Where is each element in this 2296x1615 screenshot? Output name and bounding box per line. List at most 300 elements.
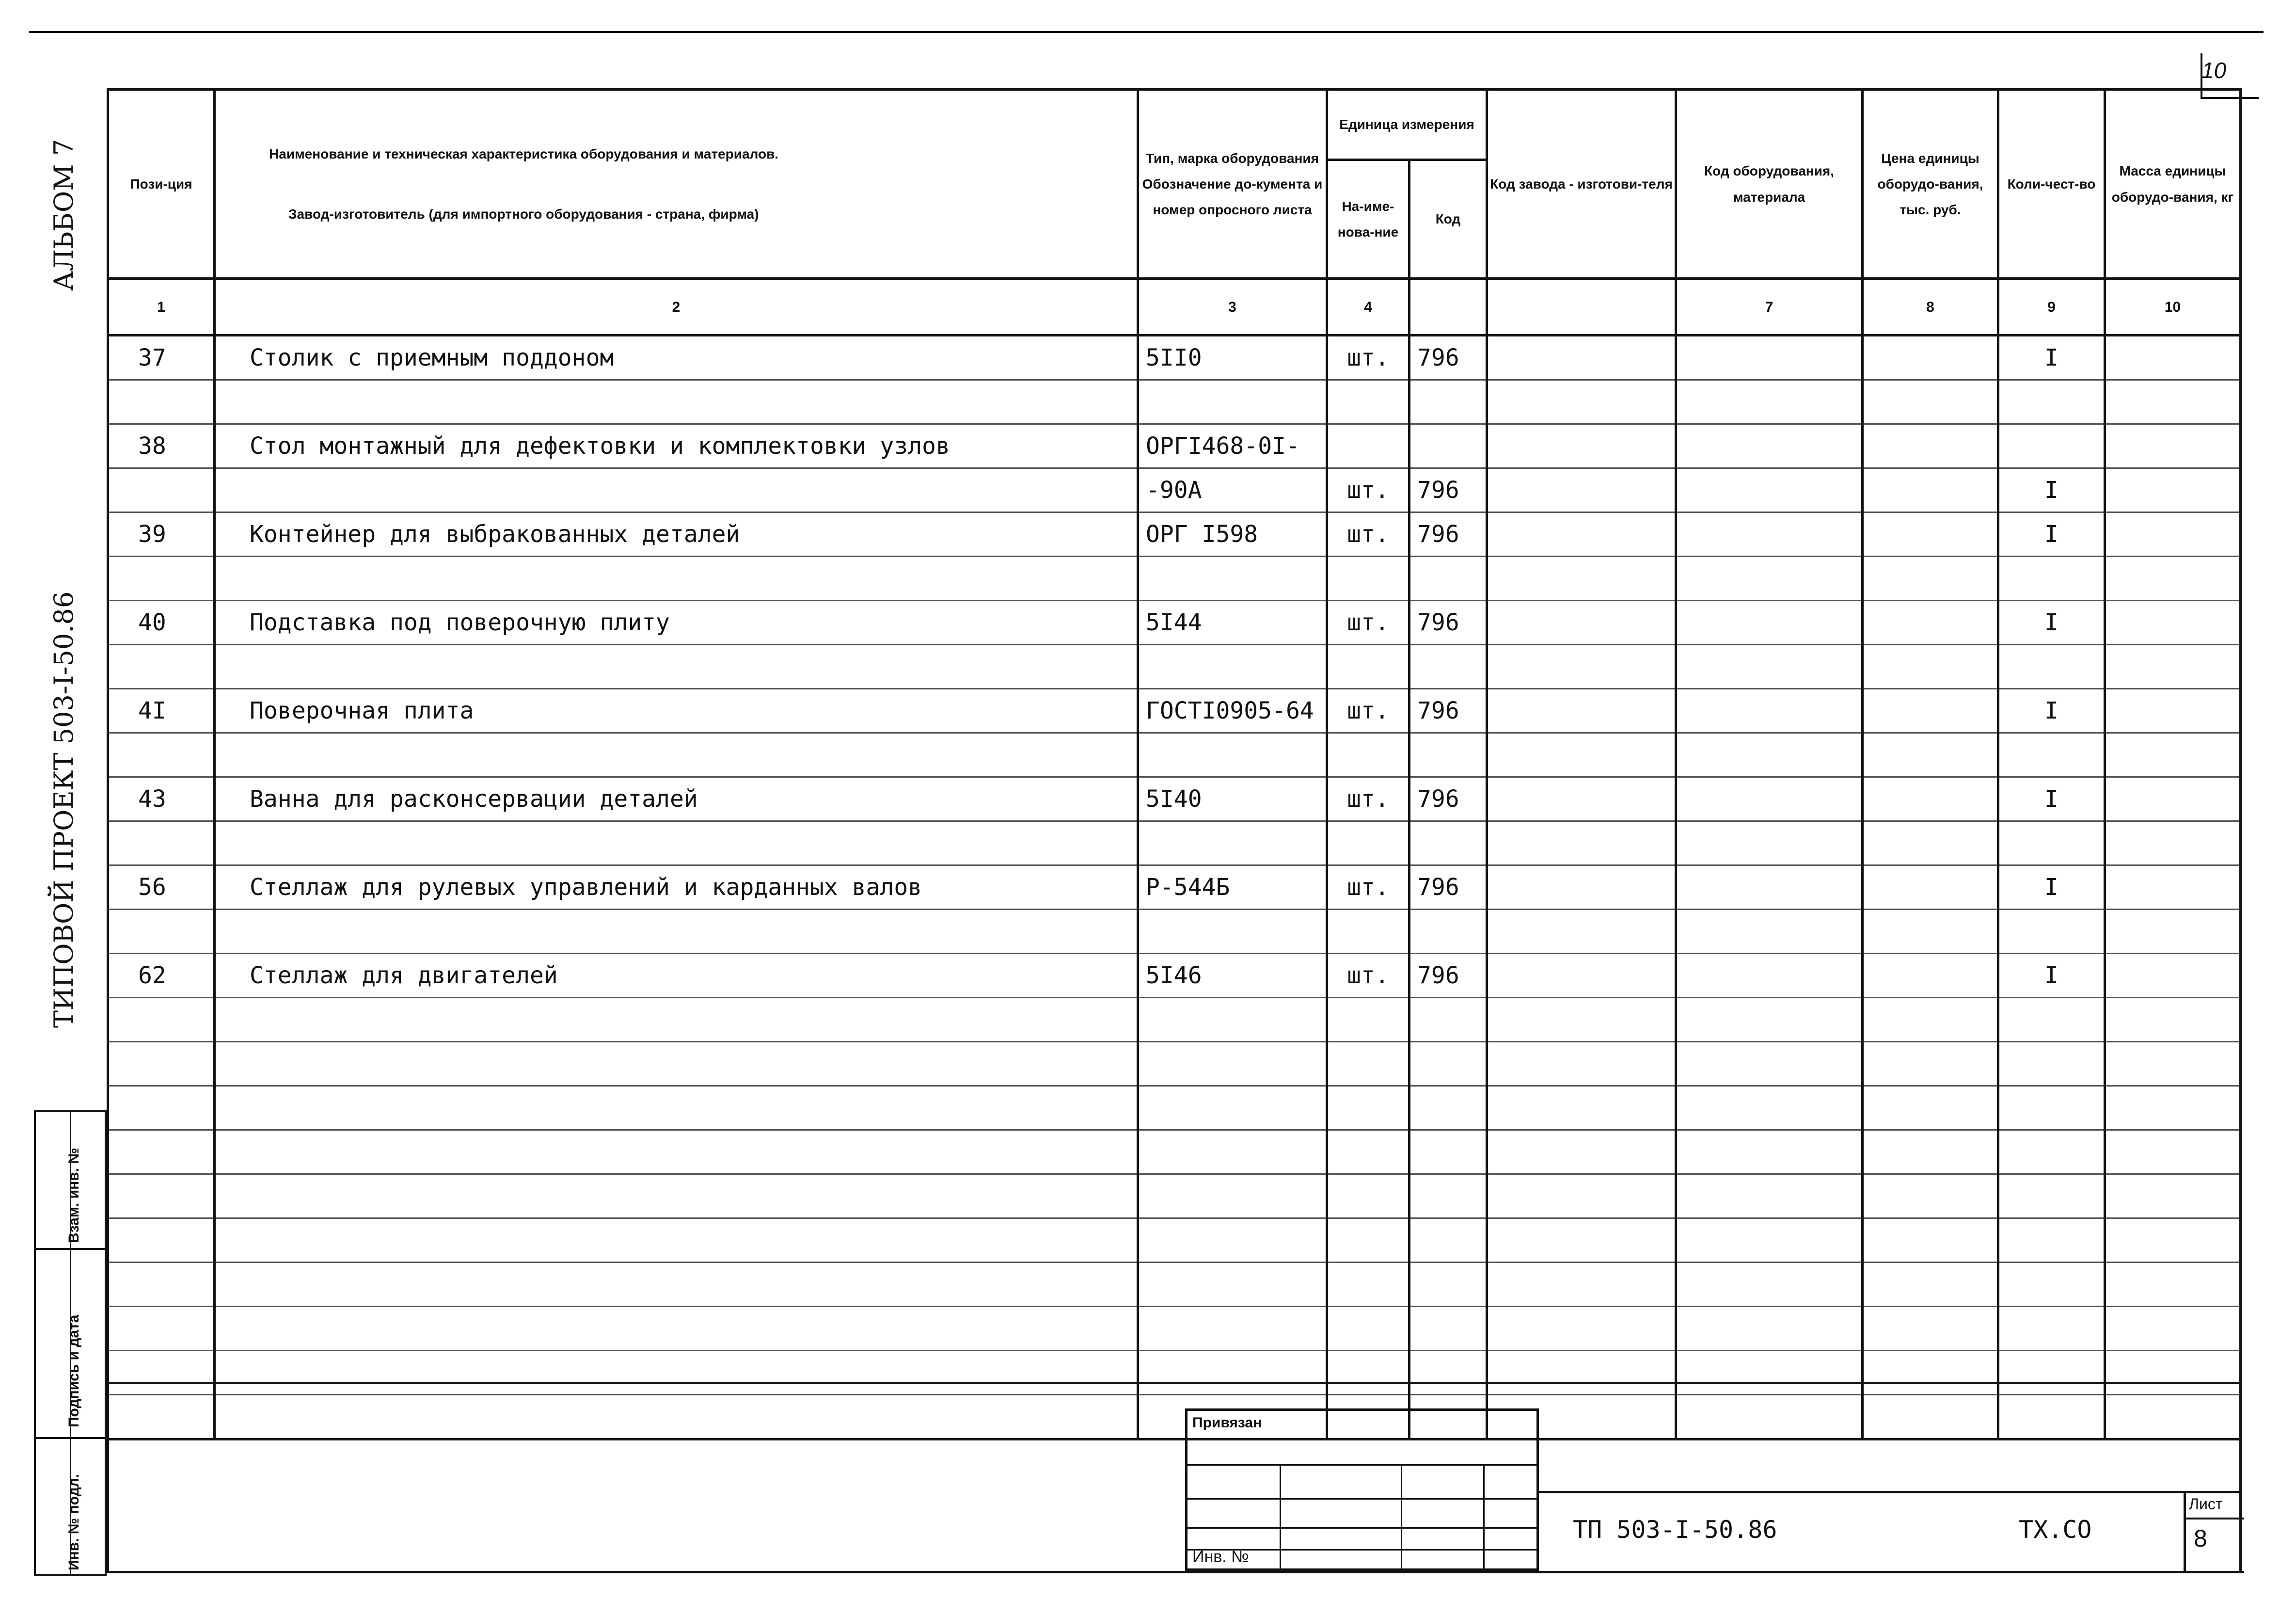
cell-unit-code [1409,1263,1487,1307]
cell-position [108,468,215,512]
cell-equipment-code [1676,865,1863,910]
cell-mass [2105,1307,2241,1351]
cell-price [1863,865,1998,910]
cell-equipment-code [1676,336,1863,380]
cell-equipment-code [1676,1042,1863,1086]
cell-unit-code [1409,821,1487,865]
cell-factory-code [1487,954,1676,998]
cell-name [215,821,1138,865]
cell-factory-code [1487,424,1676,468]
cell-position [108,1307,215,1351]
cell-unit-code [1409,424,1487,468]
cell-price [1863,998,1998,1042]
cell-position [108,998,215,1042]
stamp-podpis-data: Подпись и дата [66,1314,82,1427]
column-number-row [108,279,2241,336]
cell-quantity [1998,424,2105,468]
table-row [108,1174,2241,1218]
cell-unit [1327,557,1409,601]
cell-unit: шт. [1327,954,1409,998]
binding-block [1185,1408,1539,1571]
header-quantity: Коли-чест-во [1998,90,2105,279]
cell-mass [2105,821,2241,865]
cell-price [1863,557,1998,601]
cell-equipment-code [1676,998,1863,1042]
cell-mass [2105,601,2241,645]
cell-unit: шт. [1327,512,1409,557]
cell-unit [1327,1042,1409,1086]
header-name-line1: Наименование и техническая характеристика оборудования и материалов. [269,146,779,162]
inventory-no-label: Инв. № [1192,1548,1249,1566]
cell-quantity [1998,998,2105,1042]
colnum: 7 [1676,279,1863,336]
cell-price [1863,733,1998,777]
cell-price [1863,645,1998,689]
cell-unit [1327,424,1409,468]
cell-position [108,1042,215,1086]
cell-unit [1327,821,1409,865]
project-code: ТП 503-I-50.86 [1573,1516,1777,1544]
approval-stamp [34,1110,107,1576]
cell-name [215,1218,1138,1263]
cell-quantity [1998,380,2105,424]
colnum: 4 [1327,279,1409,336]
table-row [108,468,2241,512]
cell-quantity: I [1998,512,2105,557]
cell-position [108,1174,215,1218]
cell-factory-code [1487,1351,1676,1395]
table-row [108,689,2241,733]
cell-equipment-code [1676,468,1863,512]
cell-quantity [1998,1042,2105,1086]
cell-mass [2105,1042,2241,1086]
cell-factory-code [1487,689,1676,733]
sheet-box [2184,1493,2244,1573]
cell-name: Стеллаж для рулевых управлений и карданных валов [215,865,1138,910]
cell-quantity: I [1998,601,2105,645]
cell-quantity [1998,1086,2105,1130]
cell-quantity: I [1998,336,2105,380]
cell-position [108,1218,215,1263]
cell-price [1863,1174,1998,1218]
cell-name [215,557,1138,601]
cell-equipment-code [1676,821,1863,865]
cell-equipment-code [1676,601,1863,645]
cell-equipment-code [1676,689,1863,733]
cell-mass [2105,865,2241,910]
cell-type [1138,1042,1327,1086]
colnum: 9 [1998,279,2105,336]
cell-quantity [1998,1395,2105,1439]
cell-mass [2105,1395,2241,1439]
cell-mass [2105,1130,2241,1174]
cell-type: Р-544Б [1138,865,1327,910]
sheet-divider [2186,1518,2244,1519]
cell-position [108,821,215,865]
cell-factory-code [1487,468,1676,512]
table-row [108,1130,2241,1174]
cell-name [215,998,1138,1042]
cell-type [1138,910,1327,954]
cell-quantity: I [1998,865,2105,910]
cell-unit [1327,1218,1409,1263]
cell-name [215,645,1138,689]
cell-type: ОРГ I598 [1138,512,1327,557]
cell-type: -90А [1138,468,1327,512]
cell-mass [2105,689,2241,733]
table-row [108,512,2241,557]
project-label: ТИПОВОЙ ПРОЕКТ 503-I-50.86 [48,591,79,1028]
colnum [1409,279,1487,336]
cell-position [108,910,215,954]
cell-price [1863,468,1998,512]
colnum: 2 [215,279,1138,336]
cell-price [1863,512,1998,557]
colnum: 3 [1138,279,1327,336]
cell-price [1863,821,1998,865]
table-row [108,1307,2241,1351]
header-equipment-code: Код оборудования, материала [1676,90,1863,279]
cell-quantity [1998,1263,2105,1307]
cell-type: ОРГI468-0I- [1138,424,1327,468]
cell-type [1138,733,1327,777]
cell-mass [2105,1218,2241,1263]
header-unit-code: Код [1409,160,1487,279]
header-position: Пози-ция [108,90,215,279]
table-row [108,645,2241,689]
cell-unit-code [1409,1307,1487,1351]
cell-unit: шт. [1327,336,1409,380]
cell-equipment-code [1676,645,1863,689]
cell-name: Поверочная плита [215,689,1138,733]
document-code: ТХ.СО [2019,1516,2092,1544]
cell-position [108,557,215,601]
cell-equipment-code [1676,1351,1863,1395]
cell-price [1863,1086,1998,1130]
cell-type [1138,998,1327,1042]
cell-price [1863,1395,1998,1439]
cell-type: 5I40 [1138,777,1327,821]
cell-type: 5I46 [1138,954,1327,998]
table-row [108,557,2241,601]
cell-name [215,1307,1138,1351]
cell-mass [2105,777,2241,821]
cell-equipment-code [1676,733,1863,777]
cell-equipment-code [1676,954,1863,998]
cell-price [1863,1351,1998,1395]
cell-unit-code [1409,910,1487,954]
header-type: Тип, марка оборудования Обозначение до-кумента и номер опросного листа [1138,90,1327,279]
cell-type [1138,645,1327,689]
cell-unit-code: 796 [1409,777,1487,821]
header-factory-code: Код завода - изготови-теля [1487,90,1676,279]
cell-factory-code [1487,1218,1676,1263]
header-row [108,90,2241,160]
cell-type [1138,1086,1327,1130]
cell-unit: шт. [1327,601,1409,645]
cell-position: 62 [108,954,215,998]
cell-unit-code [1409,1174,1487,1218]
cell-equipment-code [1676,1218,1863,1263]
top-rule [29,31,2264,33]
cell-unit-code [1409,645,1487,689]
cell-position: 56 [108,865,215,910]
cell-price [1863,954,1998,998]
cell-mass [2105,380,2241,424]
binding-label: Привязан [1192,1415,1262,1431]
table-row [108,1086,2241,1130]
specification-table [107,88,2242,1440]
cell-unit-code [1409,1351,1487,1395]
cell-factory-code [1487,557,1676,601]
table-row [108,380,2241,424]
cell-unit-code [1409,1130,1487,1174]
page-number: 10 [2201,58,2227,83]
cell-type [1138,1174,1327,1218]
cell-mass [2105,512,2241,557]
title-block [1539,1491,2242,1571]
binding-vline [1401,1464,1402,1573]
table-row [108,336,2241,380]
cell-unit-code [1409,557,1487,601]
cell-name: Столик с приемным поддоном [215,336,1138,380]
cell-price [1863,424,1998,468]
cell-quantity [1998,1218,2105,1263]
header-unit-group: Единица измерения [1327,90,1487,160]
cell-factory-code [1487,998,1676,1042]
table-row [108,910,2241,954]
cell-name [215,1351,1138,1395]
colnum: 10 [2105,279,2241,336]
cell-price [1863,1263,1998,1307]
cell-position: 4I [108,689,215,733]
cell-position [108,1351,215,1395]
cell-name [215,468,1138,512]
cell-type [1138,1307,1327,1351]
cell-quantity: I [1998,777,2105,821]
cell-quantity [1998,1307,2105,1351]
frame-bottom [107,1571,2244,1573]
cell-price [1863,336,1998,380]
cell-factory-code [1487,512,1676,557]
cell-unit [1327,1174,1409,1218]
sheet-number: 8 [2194,1525,2207,1552]
album-label: АЛЬБОМ 7 [48,139,79,291]
cell-unit-code: 796 [1409,468,1487,512]
cell-name [215,380,1138,424]
table-row [108,424,2241,468]
cell-price [1863,910,1998,954]
cell-quantity [1998,557,2105,601]
cell-quantity [1998,1351,2105,1395]
cell-factory-code [1487,865,1676,910]
cell-type [1138,1351,1327,1395]
cell-mass [2105,1351,2241,1395]
cell-mass [2105,424,2241,468]
cell-unit-code [1409,380,1487,424]
stamp-divider [36,1437,105,1439]
cell-name [215,1042,1138,1086]
cell-equipment-code [1676,1130,1863,1174]
cell-equipment-code [1676,512,1863,557]
cell-equipment-code [1676,557,1863,601]
table-row [108,777,2241,821]
cell-type: 5II0 [1138,336,1327,380]
cell-mass [2105,954,2241,998]
cell-factory-code [1487,601,1676,645]
header-unit-name: На-име-нова-ние [1327,160,1409,279]
colnum: 8 [1863,279,1998,336]
cell-quantity [1998,733,2105,777]
cell-unit [1327,380,1409,424]
cell-equipment-code [1676,424,1863,468]
cell-unit-code: 796 [1409,689,1487,733]
cell-price [1863,1130,1998,1174]
cell-type [1138,821,1327,865]
cell-name: Стеллаж для двигателей [215,954,1138,998]
stamp-divider [36,1248,105,1250]
table-row [108,1263,2241,1307]
cell-unit [1327,1130,1409,1174]
cell-factory-code [1487,1263,1676,1307]
cell-quantity: I [1998,689,2105,733]
stamp-inv-podl: Инв. № подл. [66,1473,82,1570]
cell-factory-code [1487,380,1676,424]
cell-equipment-code [1676,1174,1863,1218]
cell-position [108,1086,215,1130]
cell-position: 40 [108,601,215,645]
table-row [108,601,2241,645]
cell-unit [1327,1263,1409,1307]
cell-mass [2105,1174,2241,1218]
cell-position [108,380,215,424]
table-row [108,1351,2241,1395]
cell-type [1138,557,1327,601]
cell-equipment-code [1676,1395,1863,1439]
cell-unit [1327,998,1409,1042]
cell-factory-code [1487,910,1676,954]
cell-position [108,733,215,777]
cell-mass [2105,557,2241,601]
cell-name [215,1130,1138,1174]
cell-unit [1327,1351,1409,1395]
table-row [108,1042,2241,1086]
table-row [108,954,2241,998]
cell-name [215,910,1138,954]
header-price: Цена единицы оборудо-вания, тыс. руб. [1863,90,1998,279]
cell-quantity [1998,1174,2105,1218]
table-row [108,998,2241,1042]
cell-quantity [1998,645,2105,689]
cell-mass [2105,998,2241,1042]
cell-equipment-code [1676,1086,1863,1130]
colnum: 1 [108,279,215,336]
cell-name: Ванна для расконсервации деталей [215,777,1138,821]
cell-name [215,733,1138,777]
cell-position [108,645,215,689]
cell-mass [2105,733,2241,777]
cell-quantity [1998,821,2105,865]
cell-price [1863,601,1998,645]
cell-unit-code: 796 [1409,954,1487,998]
cell-type [1138,380,1327,424]
cell-price [1863,777,1998,821]
cell-type: 5I44 [1138,601,1327,645]
cell-unit: шт. [1327,865,1409,910]
cell-type [1138,1218,1327,1263]
cell-type: ГОСТI0905-64 [1138,689,1327,733]
cell-mass [2105,645,2241,689]
cell-unit-code: 796 [1409,512,1487,557]
cell-position [108,1130,215,1174]
cell-equipment-code [1676,1263,1863,1307]
table-row [108,1395,2241,1439]
cell-position: 39 [108,512,215,557]
cell-factory-code [1487,777,1676,821]
cell-price [1863,1042,1998,1086]
table-row [108,865,2241,910]
cell-name [215,1395,1138,1439]
cell-factory-code [1487,821,1676,865]
cell-unit-code [1409,1042,1487,1086]
cell-unit [1327,1086,1409,1130]
cell-unit [1327,645,1409,689]
cell-unit [1327,910,1409,954]
cell-name [215,1174,1138,1218]
colnum [1487,279,1676,336]
cell-unit: шт. [1327,689,1409,733]
cell-factory-code [1487,733,1676,777]
cell-unit: шт. [1327,468,1409,512]
cell-unit-code: 796 [1409,336,1487,380]
cell-position [108,1395,215,1439]
table-row [108,1218,2241,1263]
cell-quantity: I [1998,954,2105,998]
cell-quantity: I [1998,468,2105,512]
cell-name: Контейнер для выбракованных деталей [215,512,1138,557]
stamp-vzam-inv: Взам. инв. № [66,1148,82,1243]
cell-price [1863,1218,1998,1263]
cell-price [1863,689,1998,733]
cell-factory-code [1487,1130,1676,1174]
binding-vline [1483,1464,1485,1573]
cell-factory-code [1487,336,1676,380]
cell-unit [1327,1307,1409,1351]
cell-factory-code [1487,1086,1676,1130]
cell-unit: шт. [1327,777,1409,821]
cell-factory-code [1487,1174,1676,1218]
cell-price [1863,1307,1998,1351]
table-row [108,821,2241,865]
cell-unit [1327,733,1409,777]
cell-factory-code [1487,1307,1676,1351]
cell-position [108,1263,215,1307]
cell-name [215,1263,1138,1307]
cell-name: Подставка под поверочную плиту [215,601,1138,645]
cell-type [1138,1263,1327,1307]
cell-quantity [1998,910,2105,954]
cell-factory-code [1487,645,1676,689]
cell-type [1138,1130,1327,1174]
cell-name [215,1086,1138,1130]
cell-equipment-code [1676,380,1863,424]
cell-unit-code [1409,1086,1487,1130]
cell-price [1863,380,1998,424]
cell-equipment-code [1676,910,1863,954]
cell-position: 38 [108,424,215,468]
cell-unit-code: 796 [1409,865,1487,910]
header-name [215,90,1138,279]
